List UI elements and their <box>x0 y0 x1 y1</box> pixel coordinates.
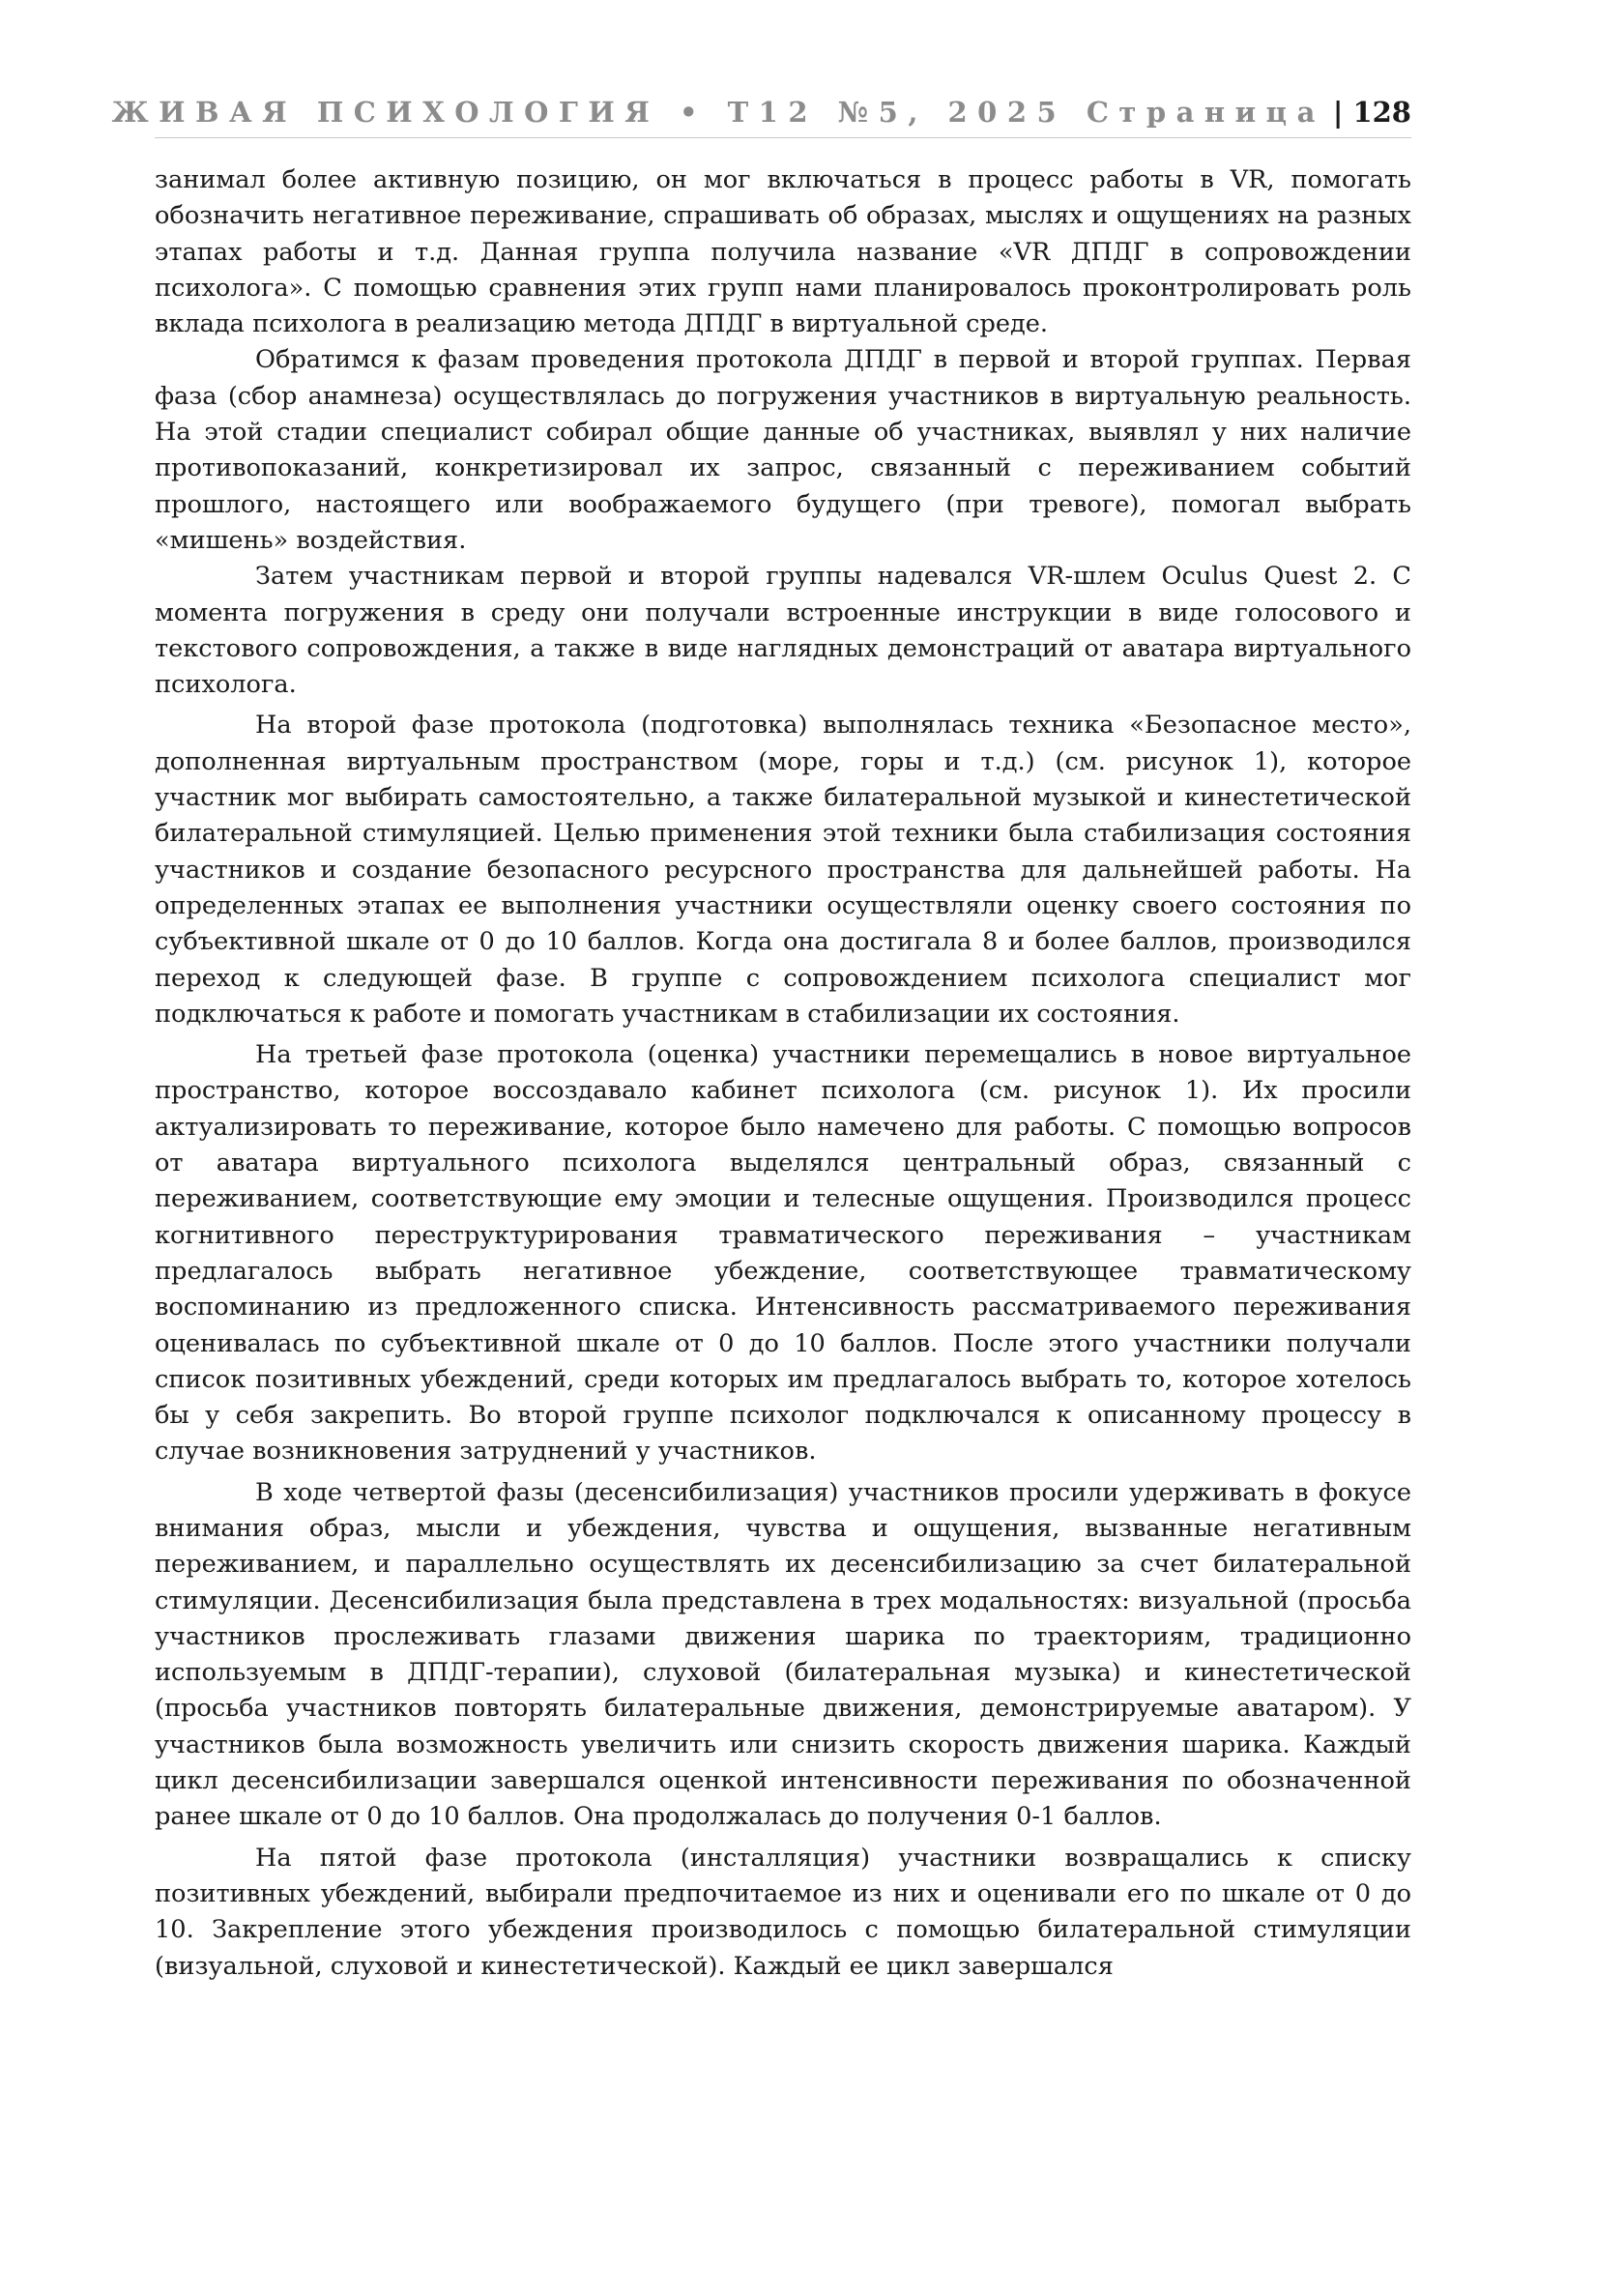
paragraph-phase-two: На второй фазе протокола (подготовка) выполнялась техника «Безопасное место», дополненная виртуальным пространством (море, горы и т.д.) (см. рисунок 1), которое участник мог выбирать самостоятельно, а также билатеральной музыкой и кинестетической билатеральной стимуляцией. Целью применения этой техники была стабилизация состояния участников и создание безопасного ресурсного пространства для дальнейшей работы. На определенных этапах ее выполнения участники осуществляли оценку своего состояния по субъективной шкале от 0 до 10 баллов. Когда она достигала 8 и более баллов, производился переход к следующей фазе. В группе с сопровождением психолога специалист мог подключаться к работе и помогать участникам в стабилизации их состояния. <box>155 711 1411 1029</box>
paragraph-phase-three: На третьей фазе протокола (оценка) участники перемещались в новое виртуальное пространство, которое воссоздавало кабинет психолога (см. рисунок 1). Их просили актуализировать то переживание, которое было намечено для работы. С помощью вопросов от аватара виртуального психолога выделялся центральный образ, связанный с переживанием, соответствующие ему эмоции и телесные ощущения. Производился процесс когнитивного переструктурирования травматического переживания – участникам предлагалось выбрать негативное убеждение, соответствующее травматическому воспоминанию из предложенного списка. Интенсивность рассматриваемого переживания оценивалась по субъективной шкале от 0 до 10 баллов. После этого участники получали список позитивных убеждений, среди которых им предлагалось выбрать то, которое хотелось бы у себя закрепить. Во второй группе психолог подключался к описанному процессу в случае возникновения затруднений у участников. <box>155 1040 1411 1467</box>
paragraph-continuation: занимал более активную позицию, он мог включаться в процесс работы в VR, помогать обозначить негативное переживание, спрашивать об образах, мыслях и ощущениях на разных этапах работы и т.д. Данная группа получила название «VR ДПДГ в сопровождении психолога». С помощью сравнения этих групп нами планировалось проконтролировать роль вклада психолога в реализацию метода ДПДГ в виртуальной среде. <box>155 165 1411 339</box>
header-separator: | <box>1332 96 1344 129</box>
paragraph-vr-headset: Затем участникам первой и второй группы надевался VR-шлем Oculus Quest 2. С момента погружения в среду они получали встроенные инструкции в виде голосового и текстового сопровождения, а также в виде наглядных демонстраций от аватара виртуального психолога. <box>155 562 1411 700</box>
running-header <box>111 87 1411 138</box>
paragraph-phase-one: Обратимся к фазам проведения протокола ДПДГ в первой и второй группах. Первая фаза (сбор анамнеза) осуществлялась до погружения участников в виртуальную реальность. На этой стадии специалист собирал общие данные об участниках, выявлял у них наличие противопоказаний, конкретизировал их запрос, связанный с переживанием событий прошлого, настоящего или воображаемого будущего (при тревоге), помогал выбрать «мишень» воздействия. <box>155 345 1411 555</box>
page <box>111 87 1411 1985</box>
paragraph-phase-five: На пятой фазе протокола (инсталляция) участники возвращались к списку позитивных убеждений, выбирали предпочитаемое из них и оценивали его по шкале от 0 до 10. Закрепление этого убеждения производилось с помощью билатеральной стимуляции (визуальной, слуховой и кинестетической). Каждый ее цикл завершался <box>155 1843 1411 1981</box>
journal-title: ЖИВАЯ ПСИХОЛОГИЯ • Т12 №5, 2025 Страница <box>111 96 1325 129</box>
article-body <box>155 162 1411 1985</box>
paragraph-phase-four: В ходе четвертой фазы (десенсибилизация) участников просили удерживать в фокусе внимания образ, мысли и убеждения, чувства и ощущения, вызванные негативным переживанием, и параллельно осуществлять их десенсибилизацию за счет билатеральной стимуляции. Десенсибилизация была представлена в трех модальностях: визуальной (просьба участников прослеживать глазами движения шарика по траекториям, традиционно используемым в ДПДГ-терапии), слуховой (билатеральная музыка) и кинестетической (просьба участников повторять билатеральные движения, демонстрируемые аватаром). У участников была возможность увеличить или снизить скорость движения шарика. Каждый цикл десенсибилизации завершался оценкой интенсивности переживания по обозначенной ранее шкале от 0 до 10 баллов. Она продолжалась до получения 0-1 баллов. <box>155 1477 1411 1832</box>
page-number: 128 <box>1352 96 1411 129</box>
